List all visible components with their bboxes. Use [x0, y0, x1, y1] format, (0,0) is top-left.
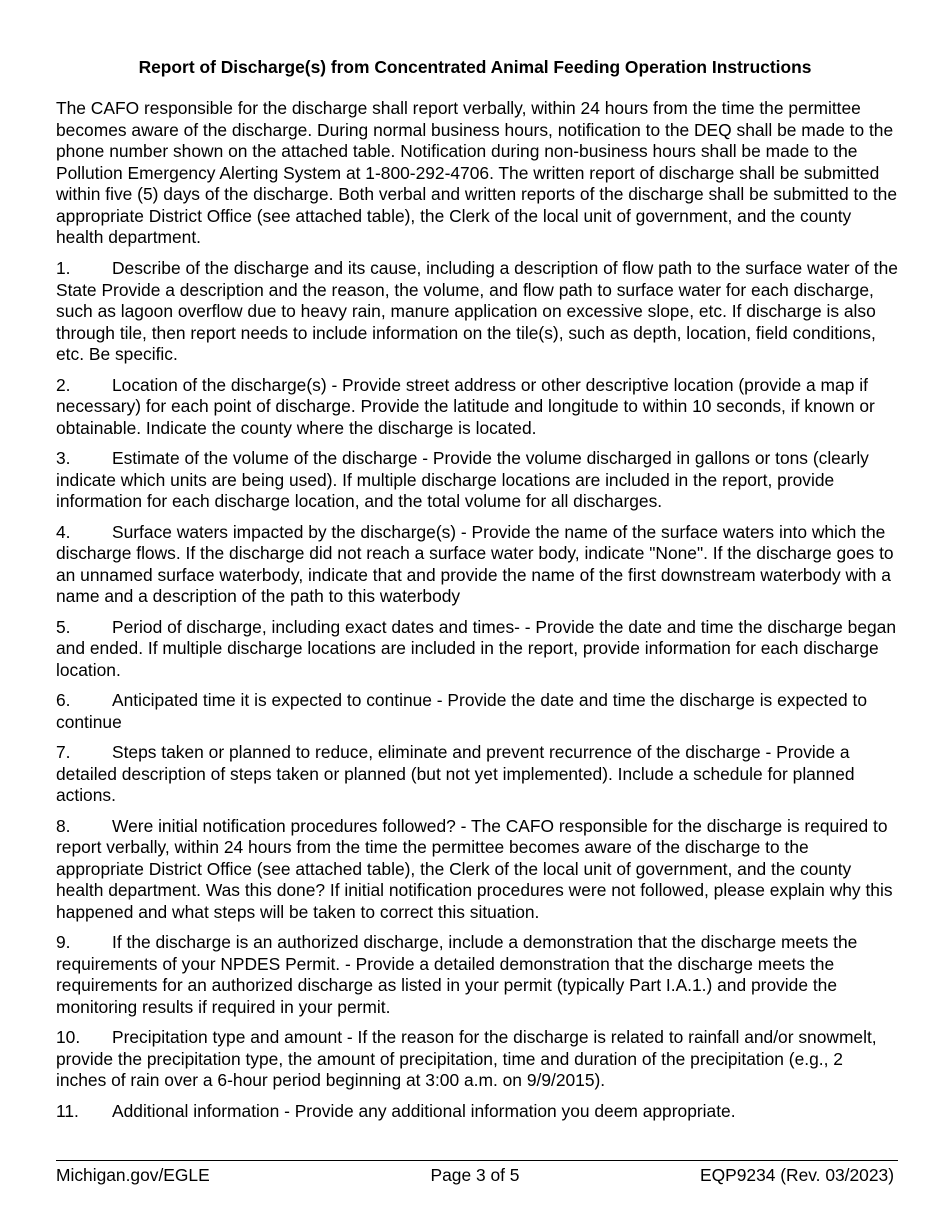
- item-number: 5.: [56, 616, 71, 637]
- footer-form-id: EQP9234 (Rev. 03/2023): [700, 1165, 894, 1185]
- item-number: 3.: [56, 448, 71, 468]
- item-number: 1.: [56, 258, 71, 278]
- instruction-list: [56, 258, 898, 1131]
- item-number: 4.: [56, 521, 71, 542]
- item-number: 10.: [56, 1027, 81, 1047]
- item-number: 7.: [56, 742, 71, 762]
- footer-page-number: Page 3 of 5: [430, 1165, 520, 1185]
- item-number: 2.: [56, 374, 71, 395]
- instruction-item: [56, 1101, 898, 1123]
- item-text: Precipitation type and amount - If the reason for the discharge is related to rainfall and/or snowmelt, provide the precipitation type, the amount of precipitation, time and duration of the precipitation (e.g., 2 inches of rain over a 6-hour period beginning at 3:00 a.m. on 9/9/2015).: [56, 1027, 877, 1090]
- item-text: Additional information - Provide any additional information you deem appropriate.: [112, 1100, 736, 1121]
- item-text: Steps taken or planned to reduce, eliminate and prevent recurrence of the discharge - Provide a detailed description of steps taken or planned (but not yet implemented). Include a schedule for planned actions.: [56, 742, 855, 805]
- item-number: 9.: [56, 932, 71, 952]
- instruction-item: [56, 932, 898, 1018]
- item-text: If the discharge is an authorized discharge, include a demonstration that the discharge meets the requirements of your NPDES Permit. - Provide a detailed demonstration that the discharge meets the requirements for an authorized discharge as listed in your permit (typically Part I.A.1.) and provide the monitoring results if required in your permit.: [56, 932, 858, 1017]
- instruction-item: [56, 258, 898, 366]
- footer-website: Michigan.gov/EGLE: [56, 1165, 210, 1185]
- item-text: Surface waters impacted by the discharge(s) - Provide the name of the surface waters into which the discharge flows. If the discharge did not reach a surface water body, indicate "None". If the discharge goes to an unnamed surface waterbody, indicate that and provide the name of the first downstream waterbody with a name and a description of the path to this waterbody: [56, 521, 894, 606]
- item-number: 11.: [56, 1100, 79, 1121]
- footer-divider: [56, 1160, 898, 1161]
- item-text: Anticipated time it is expected to continue - Provide the date and time the discharge is expected to continue: [56, 690, 867, 732]
- instruction-item: [56, 617, 898, 682]
- item-text: Estimate of the volume of the discharge - Provide the volume discharged in gallons or tons (clearly indicate which units are being used). If multiple discharge locations are included in the report, provide information for each discharge location, and the total volume for all discharges.: [56, 448, 869, 511]
- document-title: Report of Discharge(s) from Concentrated Animal Feeding Operation Instructions: [138, 57, 812, 77]
- instruction-item: [56, 742, 898, 807]
- item-text: Period of discharge, including exact dates and times- - Provide the date and time the discharge began and ended. If multiple discharge locations are included in the report, provide information for each discharge location.: [56, 616, 897, 680]
- item-text: Location of the discharge(s) - Provide street address or other descriptive location (provide a map if necessary) for each point of discharge. Provide the latitude and longitude to within 10 seconds, if known or obtainable. Indicate the county where the discharge is located.: [56, 374, 875, 438]
- intro-paragraph: The CAFO responsible for the discharge shall report verbally, within 24 hours from the time the permittee becomes aware of the discharge. During normal business hours, notification to the DEQ shall be made to the phone number shown on the attached table. Notification during non-business hours shall be made to the Pollution Emergency Alerting System at 1-800-292-4706. The written report of discharge shall be submitted within five (5) days of the discharge. Both verbal and written reports of the discharge shall be submitted to the appropriate District Office (see attached table), the Clerk of the local unit of government, and the county health department.: [56, 98, 898, 247]
- instruction-item: [56, 1027, 898, 1092]
- instruction-item: [56, 690, 898, 733]
- item-text: Describe of the discharge and its cause, including a description of flow path to the surface water of the State Provide a description and the reason, the volume, and flow path to surface water for each discharge, such as lagoon overflow due to heavy rain, manure application on excessive slope, etc. If discharge is also through tile, then report needs to include information on the tile(s), such as depth, location, field conditions, etc. Be specific.: [56, 258, 898, 364]
- instruction-item: [56, 375, 898, 440]
- item-text: Were initial notification procedures followed? - The CAFO responsible for the discharge is required to report verbally, within 24 hours from the time the permittee becomes aware of the discharge to the appropriate District Office (see attached table), the Clerk of the local unit of government, and the county health department. Was this done? If initial notification procedures were not followed, please explain why this happened and what steps will be taken to correct this situation.: [56, 815, 893, 922]
- item-number: 8.: [56, 815, 71, 836]
- instruction-item: [56, 816, 898, 924]
- item-number: 6.: [56, 690, 71, 710]
- instruction-item: [56, 522, 898, 608]
- instruction-item: [56, 448, 898, 513]
